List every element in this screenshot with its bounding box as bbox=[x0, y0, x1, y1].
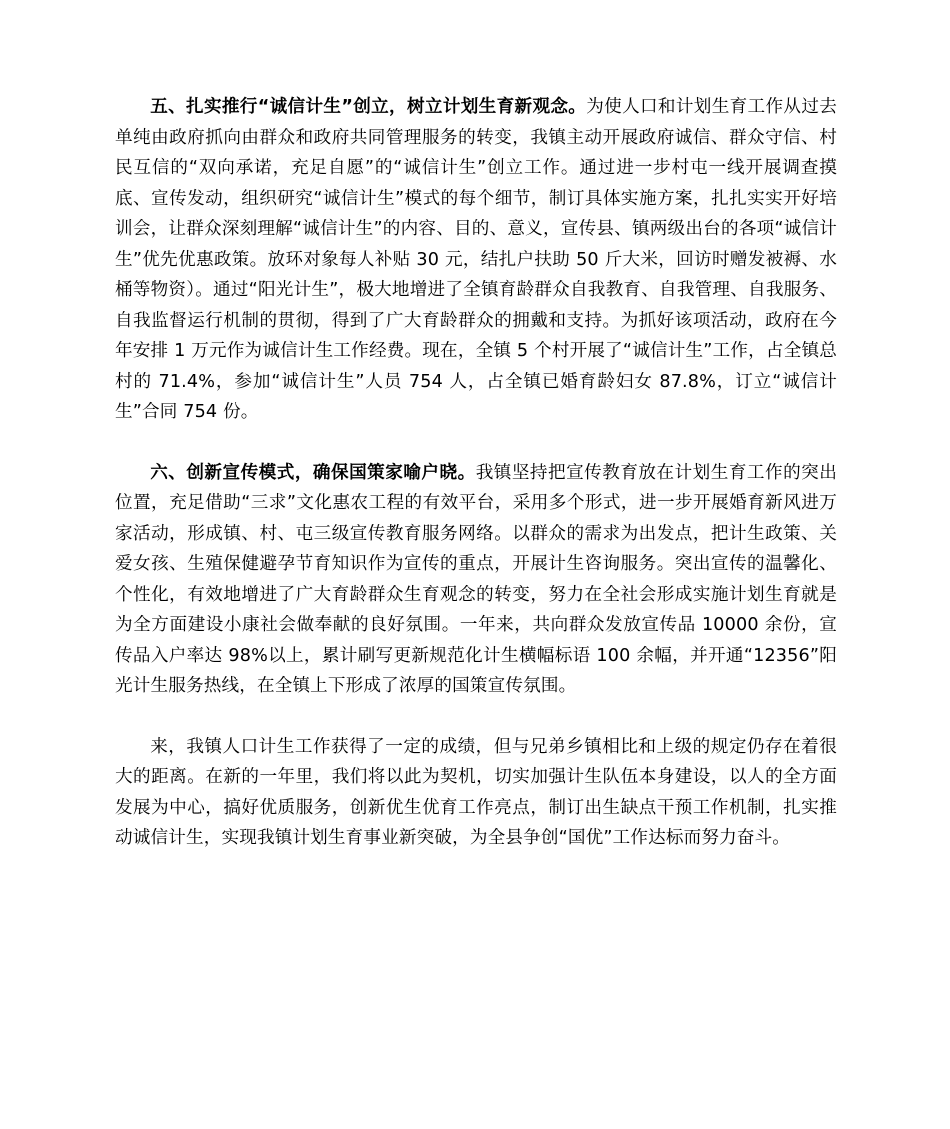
paragraph-heading: 六、创新宣传模式，确保国策家喻户晓。 bbox=[150, 462, 476, 483]
paragraph-heading: 五、扎实推行“诚信计生”创立，树立计划生育新观念。 bbox=[150, 97, 587, 117]
paragraph-integrity-family-planning bbox=[115, 92, 837, 428]
paragraph-publicity-mode bbox=[115, 458, 837, 702]
paragraph-body: 我镇坚持把宣传教育放在计划生育工作的突出位置，充足借助“三求”文化惠农工程的有效平台，采用多个形式，进一步开展婚育新风进万家活动，形成镇、村、屯三级宣传教育服务网络。以群众的需求为出发点，把计生政策、关爱女孩、生殖保健避孕节育知识作为宣传的重点，开展计生咨询服务。突出宣传的温馨化、个性化，有效地增进了广大育龄群众生育观念的转变，努力在全社会形成实施计划生育就是为全方面建设小康社会做奉献的良好氛围。一年来，共向群众发放宣传品 10000 余份，宣传品入户率达 98%以上，累计刷写更新规范化计生横幅标语 100 余幅，并开通“12356”阳光计生服务热线，在全镇上下形成了浓厚的国策宣传氛围。 bbox=[115, 462, 837, 696]
paragraph-conclusion bbox=[115, 732, 837, 854]
paragraph-body: 为使人口和计划生育工作从过去单纯由政府抓向由群众和政府共同管理服务的转变，我镇主动开展政府诚信、群众守信、村民互信的“双向承诺，充足自愿”的“诚信计生”创立工作。通过进一步村屯一线开展调查摸底、宣传发动，组织研究“诚信计生”模式的每个细节，制订具体实施方案，扎扎实实开好培训会，让群众深刻理解“诚信计生”的内容、目的、意义，宣传县、镇两级出台的各项“诚信计生”优先优惠政策。放环对象每人补贴 30 元，结扎户扶助 50 斤大米，回访时赠发被褥、水桶等物资）。通过“阳光计生”，极大地增进了全镇育龄群众自我教育、自我管理、自我服务、自我监督运行机制的贯彻，得到了广大育龄群众的拥戴和支持。为抓好该项活动，政府在今年安排 1 万元作为诚信计生工作经费。现在，全镇 5 个村开展了“诚信计生”工作，占全镇总村的 71.4%，参加“诚信计生”人员 754 人，占全镇已婚育龄妇女 87.8%，订立“诚信计生”合同 754 份。 bbox=[115, 97, 837, 422]
paragraph-body: 来，我镇人口计生工作获得了一定的成绩，但与兄弟乡镇相比和上级的规定仍存在着很大的距离。在新的一年里，我们将以此为契机，切实加强计生队伍本身建设，以人的全方面发展为中心，搞好优质服务，创新优生优育工作亮点，制订出生缺点干预工作机制，扎实推动诚信计生，实现我镇计划生育事业新突破，为全县争创“国优”工作达标而努力奋斗。 bbox=[115, 736, 837, 848]
document-page bbox=[115, 92, 837, 854]
